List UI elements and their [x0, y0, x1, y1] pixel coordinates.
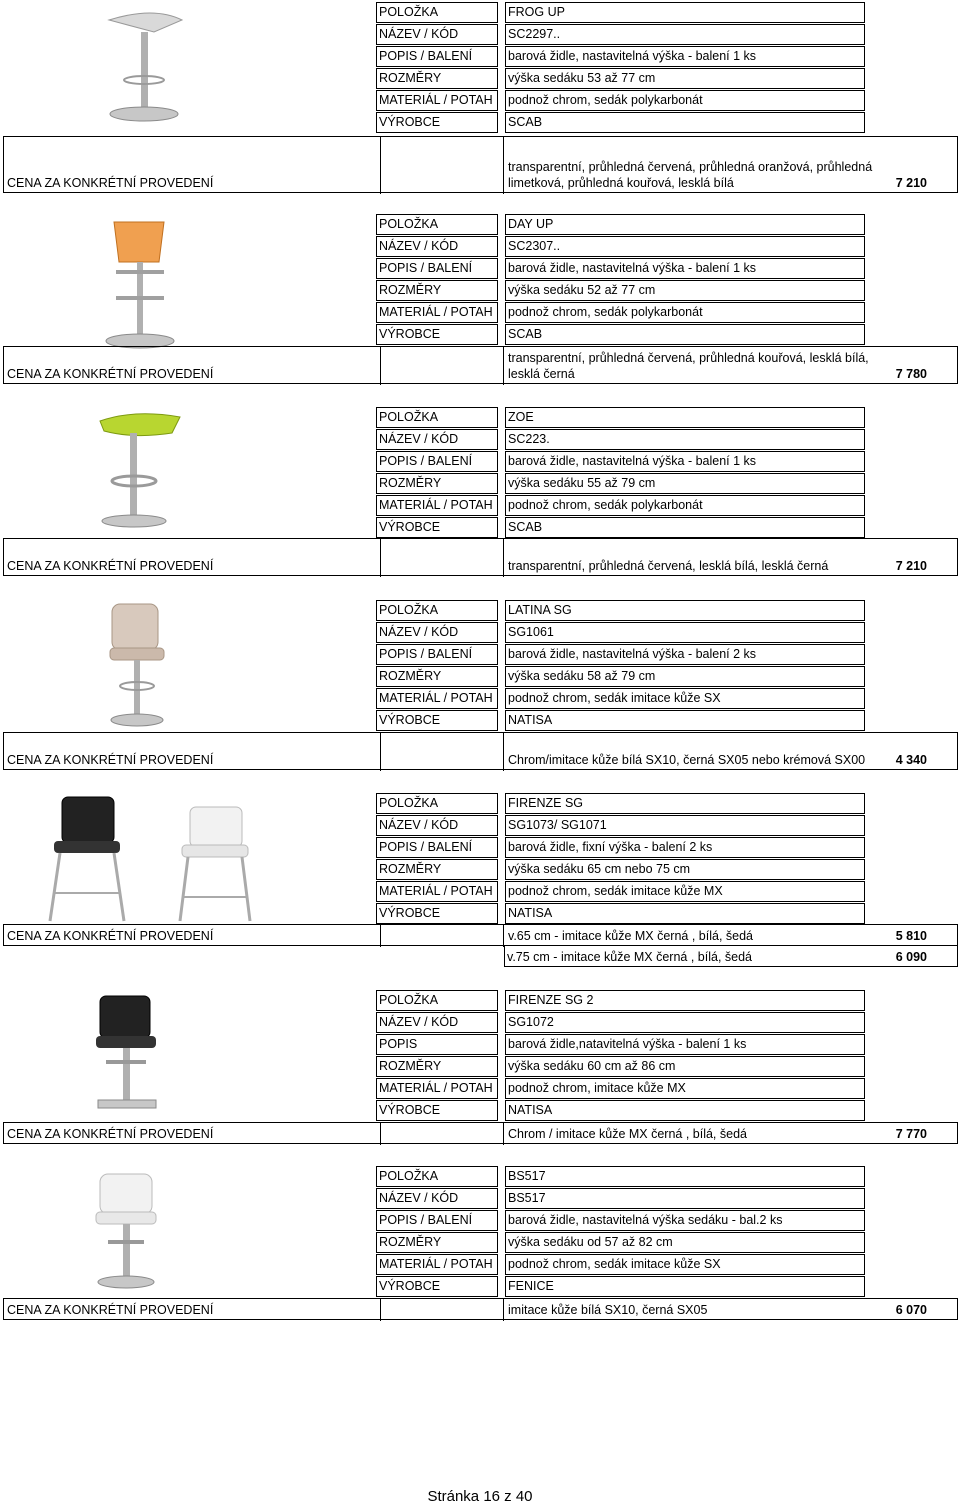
value-maker: SCAB [505, 112, 865, 133]
value-desc: barová židle, nastavitelná výška - balení 1 ks [505, 46, 865, 67]
price-value: 7 210 [895, 176, 927, 190]
label-maker: VÝROBCE [376, 112, 498, 133]
label-maker: VÝROBCE [376, 1100, 498, 1121]
label-item: POLOŽKA [376, 990, 498, 1011]
value-material: podnož chrom, sedák imitace kůže SX [505, 688, 865, 709]
variant-text: transparentní, průhledná červená, průhledná kouřová, lesklá bílá, lesklá černá [508, 351, 869, 381]
value-material: podnož chrom, sedák imitace kůže MX [505, 881, 865, 902]
price-row [3, 924, 958, 946]
value-material: podnož chrom, sedák imitace kůže SX [505, 1254, 865, 1275]
price-label: CENA ZA KONKRÉTNÍ PROVEDENÍ [7, 367, 214, 381]
value-desc: barová židle, nastavitelná výška - balení 2 ks [505, 644, 865, 665]
label-name-code: NÁZEV / KÓD [376, 236, 498, 257]
price-row [3, 732, 958, 770]
label-item: POLOŽKA [376, 1166, 498, 1187]
variant-text: transparentní, průhledná červená, průhledná oranžová, průhledná limetková, průhledná kouřová, lesklá bílá [508, 160, 873, 190]
variant-text: v.65 cm - imitace kůže MX černá , bílá, šedá [508, 929, 754, 943]
value-item: FIRENZE SG [505, 793, 865, 814]
value-desc: barová židle, nastavitelná výška - balení 1 ks [505, 258, 865, 279]
stool-seat-shape [62, 797, 114, 843]
value-code: BS517 [505, 1188, 865, 1209]
value-dimensions: výška sedáku 65 cm nebo 75 cm [505, 859, 865, 880]
value-code: SC2307.. [505, 236, 865, 257]
price-value: 6 070 [895, 1303, 927, 1317]
label-material: MATERIÁL / POTAH [376, 1078, 498, 1099]
product-photo-stool [4, 214, 374, 354]
variant-text: v.75 cm - imitace kůže MX černá , bílá, šedá [507, 950, 753, 964]
value-dimensions: výška sedáku 60 cm až 86 cm [505, 1056, 865, 1077]
stool-seat-shape [100, 996, 150, 1038]
product-photo-stool [4, 1166, 374, 1296]
price-row [3, 346, 958, 384]
label-dimensions: ROZMĚRY [376, 280, 498, 301]
price-value: 4 340 [895, 753, 927, 767]
stool-seat-shape [100, 1174, 152, 1214]
label-item: POLOŽKA [376, 214, 498, 235]
value-item: BS517 [505, 1166, 865, 1187]
label-desc: POPIS / BALENÍ [376, 837, 498, 858]
value-item: LATINA SG [505, 600, 865, 621]
label-dimensions: ROZMĚRY [376, 666, 498, 687]
label-material: MATERIÁL / POTAH [376, 1254, 498, 1275]
price-label: CENA ZA KONKRÉTNÍ PROVEDENÍ [7, 753, 214, 767]
label-dimensions: ROZMĚRY [376, 68, 498, 89]
label-name-code: NÁZEV / KÓD [376, 429, 498, 450]
value-dimensions: výška sedáku 55 až 79 cm [505, 473, 865, 494]
value-maker: FENICE [505, 1276, 865, 1297]
label-maker: VÝROBCE [376, 324, 498, 345]
value-desc: barová židle, nastavitelná výška - balení 1 ks [505, 451, 865, 472]
label-item: POLOŽKA [376, 2, 498, 23]
price-row-secondary [504, 945, 958, 967]
price-label: CENA ZA KONKRÉTNÍ PROVEDENÍ [7, 1127, 214, 1141]
product-photo-stool [4, 407, 374, 532]
label-item: POLOŽKA [376, 407, 498, 428]
value-material: podnož chrom, imitace kůže MX [505, 1078, 865, 1099]
label-dimensions: ROZMĚRY [376, 1232, 498, 1253]
label-item: POLOŽKA [376, 600, 498, 621]
value-material: podnož chrom, sedák polykarbonát [505, 495, 865, 516]
product-photo-stool [4, 2, 374, 127]
label-name-code: NÁZEV / KÓD [376, 24, 498, 45]
price-label: CENA ZA KONKRÉTNÍ PROVEDENÍ [7, 559, 214, 573]
label-name-code: NÁZEV / KÓD [376, 622, 498, 643]
label-desc: POPIS / BALENÍ [376, 1210, 498, 1231]
page-number: Stránka 16 z 40 [427, 1488, 533, 1505]
value-material: podnož chrom, sedák polykarbonát [505, 302, 865, 323]
value-item: FIRENZE SG 2 [505, 990, 865, 1011]
value-maker: SCAB [505, 517, 865, 538]
value-item: DAY UP [505, 214, 865, 235]
label-dimensions: ROZMĚRY [376, 473, 498, 494]
value-item: FROG UP [505, 2, 865, 23]
value-maker: SCAB [505, 324, 865, 345]
value-dimensions: výška sedáku od 57 až 82 cm [505, 1232, 865, 1253]
value-code: SC223. [505, 429, 865, 450]
label-dimensions: ROZMĚRY [376, 859, 498, 880]
empty-cell [380, 1122, 504, 1145]
label-material: MATERIÁL / POTAH [376, 881, 498, 902]
stool-seat-shape [112, 604, 158, 650]
price-label: CENA ZA KONKRÉTNÍ PROVEDENÍ [7, 176, 214, 190]
product-photo-stool [4, 990, 374, 1120]
product-photo-stool [4, 600, 374, 730]
price-label: CENA ZA KONKRÉTNÍ PROVEDENÍ [7, 929, 214, 943]
value-code: SG1072 [505, 1012, 865, 1033]
empty-cell [380, 346, 504, 385]
label-material: MATERIÁL / POTAH [376, 302, 498, 323]
price-row [3, 136, 958, 193]
value-maker: NATISA [505, 1100, 865, 1121]
price-value: 7 780 [895, 367, 927, 381]
variant-text: Chrom / imitace kůže MX černá , bílá, šedá [508, 1127, 747, 1141]
label-desc: POPIS / BALENÍ [376, 451, 498, 472]
label-dimensions: ROZMĚRY [376, 1056, 498, 1077]
price-value: 6 090 [895, 950, 927, 964]
label-maker: VÝROBCE [376, 903, 498, 924]
stool-seat-shape [100, 414, 180, 436]
label-desc: POPIS / BALENÍ [376, 258, 498, 279]
empty-cell [380, 732, 504, 771]
product-photo-stools-pair [4, 793, 374, 923]
price-value: 7 210 [895, 559, 927, 573]
value-desc: barová židle,natavitelná výška - balení 1 ks [505, 1034, 865, 1055]
price-row [3, 1298, 958, 1320]
label-name-code: NÁZEV / KÓD [376, 815, 498, 836]
value-code: SG1061 [505, 622, 865, 643]
value-code: SG1073/ SG1071 [505, 815, 865, 836]
price-value: 7 770 [895, 1127, 927, 1141]
label-name-code: NÁZEV / KÓD [376, 1188, 498, 1209]
label-maker: VÝROBCE [376, 517, 498, 538]
label-material: MATERIÁL / POTAH [376, 495, 498, 516]
value-maker: NATISA [505, 903, 865, 924]
label-item: POLOŽKA [376, 793, 498, 814]
price-value: 5 810 [895, 929, 927, 943]
price-label: CENA ZA KONKRÉTNÍ PROVEDENÍ [7, 1303, 214, 1317]
label-material: MATERIÁL / POTAH [376, 90, 498, 111]
empty-cell [380, 538, 504, 577]
value-material: podnož chrom, sedák polykarbonát [505, 90, 865, 111]
label-maker: VÝROBCE [376, 1276, 498, 1297]
empty-cell [380, 1298, 504, 1321]
label-desc: POPIS / BALENÍ [376, 46, 498, 67]
label-maker: VÝROBCE [376, 710, 498, 731]
price-row [3, 1122, 958, 1144]
variant-text: imitace kůže bílá SX10, černá SX05 [508, 1303, 708, 1317]
variant-text: transparentní, průhledná červená, lesklá bílá, lesklá černá [508, 559, 829, 573]
value-maker: NATISA [505, 710, 865, 731]
value-desc: barová židle, nastavitelná výška sedáku - bal.2 ks [505, 1210, 865, 1231]
price-row [3, 538, 958, 576]
label-name-code: NÁZEV / KÓD [376, 1012, 498, 1033]
variant-text: Chrom/imitace kůže bílá SX10, černá SX05 nebo krémová SX00 [508, 753, 866, 767]
value-code: SC2297.. [505, 24, 865, 45]
label-desc: POPIS / BALENÍ [376, 644, 498, 665]
stool-seat-shape [109, 13, 182, 32]
value-desc: barová židle, fixní výška - balení 2 ks [505, 837, 865, 858]
label-desc: POPIS [376, 1034, 498, 1055]
value-dimensions: výška sedáku 52 až 77 cm [505, 280, 865, 301]
empty-cell [380, 136, 504, 194]
stool-seat-shape [114, 222, 164, 262]
label-material: MATERIÁL / POTAH [376, 688, 498, 709]
value-dimensions: výška sedáku 58 až 79 cm [505, 666, 865, 687]
value-dimensions: výška sedáku 53 až 77 cm [505, 68, 865, 89]
value-item: ZOE [505, 407, 865, 428]
empty-cell [380, 924, 504, 947]
